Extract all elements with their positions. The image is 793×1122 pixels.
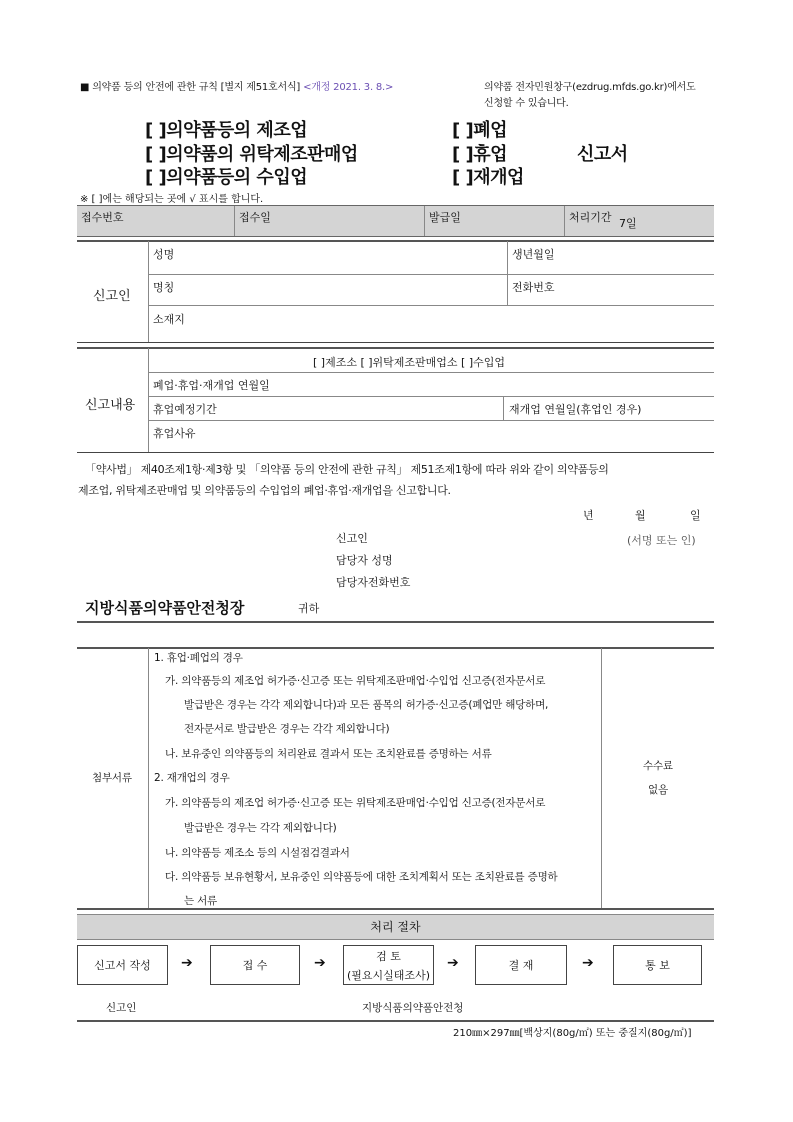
- attachment-line: 는 서류: [184, 895, 217, 907]
- fee-label: 수수료: [643, 760, 673, 772]
- address-label: 소재지: [153, 313, 185, 326]
- step-review: 검 토 (필요시실태조사): [343, 945, 434, 985]
- arrow-right-icon: ➔: [181, 955, 193, 971]
- attachment-line: 1. 휴업·폐업의 경우: [154, 652, 243, 664]
- title-closure: [ ]폐업: [452, 120, 507, 141]
- processing-period: 처리기간 7일: [569, 211, 637, 230]
- phone-label: 전화번호: [512, 281, 555, 294]
- name-label: 성명: [153, 248, 175, 261]
- attachment-line: 전자문서로 발급받은 경우는 각각 제외합니다): [184, 723, 390, 735]
- form-rule: ■ 의약품 등의 안전에 관한 규칙 [별지 제51호서식] <개정 2021. 3. 8.>: [80, 82, 394, 93]
- business-type-options: [ ]제조소 [ ]위탁제조판매업소 [ ]수입업: [313, 356, 505, 369]
- title-resumption: [ ]재개업: [452, 167, 524, 188]
- check-note: ※ [ ]에는 해당되는 곳에 √ 표시를 합니다.: [80, 194, 264, 205]
- online-notice-1: 의약품 전자민원창구(ezdrug.mfds.go.kr)에서도: [484, 82, 696, 93]
- review-sub: (필요시실태조사): [347, 968, 430, 982]
- officer-phone-label: 담당자전화번호: [336, 576, 411, 589]
- arrow-right-icon: ➔: [447, 955, 459, 971]
- title-import: [ ]의약품등의 수입업: [145, 167, 308, 188]
- declaration-line-1: 「약사법」 제40조제1항·제3항 및 「의약품 등의 안전에 관한 규칙」 제51조제1항에 따라 위와 같이 의약품등의: [85, 463, 609, 476]
- attachments-label: 첨부서류: [92, 772, 132, 784]
- step-write-report: 신고서 작성: [77, 945, 168, 985]
- attachment-line: 다. 의약품등 보유현황서, 보유중인 의약품등에 대한 조치계획서 또는 조치완료를 증명하: [165, 871, 558, 883]
- step-approve: 결 재: [475, 945, 567, 985]
- receipt-number: 접수번호: [77, 206, 235, 236]
- revision-date: <개정 2021. 3. 8.>: [303, 82, 394, 93]
- recipient-honorific: 귀하: [298, 602, 320, 615]
- recipient-name: 지방식품의약품안전청장: [85, 599, 245, 617]
- declaration-line-2: 제조업, 위탁제조판매업 및 의약품등의 수입업의 폐업·휴업·재개업을 신고합니다.: [78, 484, 451, 497]
- officer-name-label: 담당자 성명: [336, 554, 393, 567]
- title-consignment: [ ]의약품의 위탁제조판매업: [145, 144, 358, 165]
- signer-label: 신고인: [336, 532, 368, 545]
- fee-value: 없음: [648, 784, 668, 796]
- change-date-label: 폐업·휴업·재개업 연월일: [153, 379, 270, 392]
- resume-date-label: 재개업 연월일(휴업인 경우): [509, 403, 642, 416]
- actor-authority: 지방식품의약품안전청: [362, 1002, 464, 1014]
- receipt-bar: [77, 205, 714, 237]
- issue-date: 발급일: [425, 206, 565, 236]
- content-section-label: 신고내용: [85, 398, 136, 413]
- suspension-period-label: 휴업예정기간: [153, 403, 217, 416]
- year-label: 년: [583, 509, 594, 522]
- processing-days: 7일: [619, 217, 637, 230]
- attachment-line: 발급받은 경우는 각각 제외합니다): [184, 822, 337, 834]
- online-notice-2: 신청할 수 있습니다.: [484, 98, 569, 109]
- company-label: 명칭: [153, 281, 175, 294]
- step-receive: 접 수: [210, 945, 300, 985]
- procedure-title: 처리 절차: [77, 914, 714, 940]
- arrow-right-icon: ➔: [582, 955, 594, 971]
- receipt-date: 접수일: [235, 206, 425, 236]
- attachment-line: 가. 의약품등의 제조업 허가증·신고증 또는 위탁제조판매업·수입업 신고증(전자문서로: [165, 797, 546, 809]
- attachment-line: 2. 재개업의 경우: [154, 772, 230, 784]
- attachment-line: 나. 의약품등 제조소 등의 시설점검결과서: [165, 847, 350, 859]
- step-notify: 통 보: [613, 945, 702, 985]
- title-suspension: [ ]휴업: [452, 144, 507, 165]
- suspension-reason-label: 휴업사유: [153, 427, 196, 440]
- month-label: 월: [635, 509, 646, 522]
- attachment-line: 발급받은 경우는 각각 제외합니다)과 모든 품목의 허가증·신고증(폐업만 해당하며,: [184, 699, 549, 711]
- title-manufacture: [ ]의약품등의 제조업: [145, 120, 308, 141]
- signature-hint: (서명 또는 인): [627, 534, 696, 547]
- day-label: 일: [690, 509, 701, 522]
- title-report: 신고서: [577, 144, 628, 165]
- applicant-section-label: 신고인: [93, 289, 131, 304]
- birth-label: 생년월일: [512, 248, 555, 261]
- arrow-right-icon: ➔: [314, 955, 326, 971]
- paper-spec: 210㎜×297㎜[백상지(80g/㎡) 또는 중질지(80g/㎡)]: [453, 1028, 692, 1039]
- actor-applicant: 신고인: [106, 1002, 137, 1014]
- attachment-line: 나. 보유중인 의약품등의 처리완료 결과서 또는 조치완료를 증명하는 서류: [165, 748, 492, 760]
- attachment-line: 가. 의약품등의 제조업 허가증·신고증 또는 위탁제조판매업·수입업 신고증(전자문서로: [165, 675, 546, 687]
